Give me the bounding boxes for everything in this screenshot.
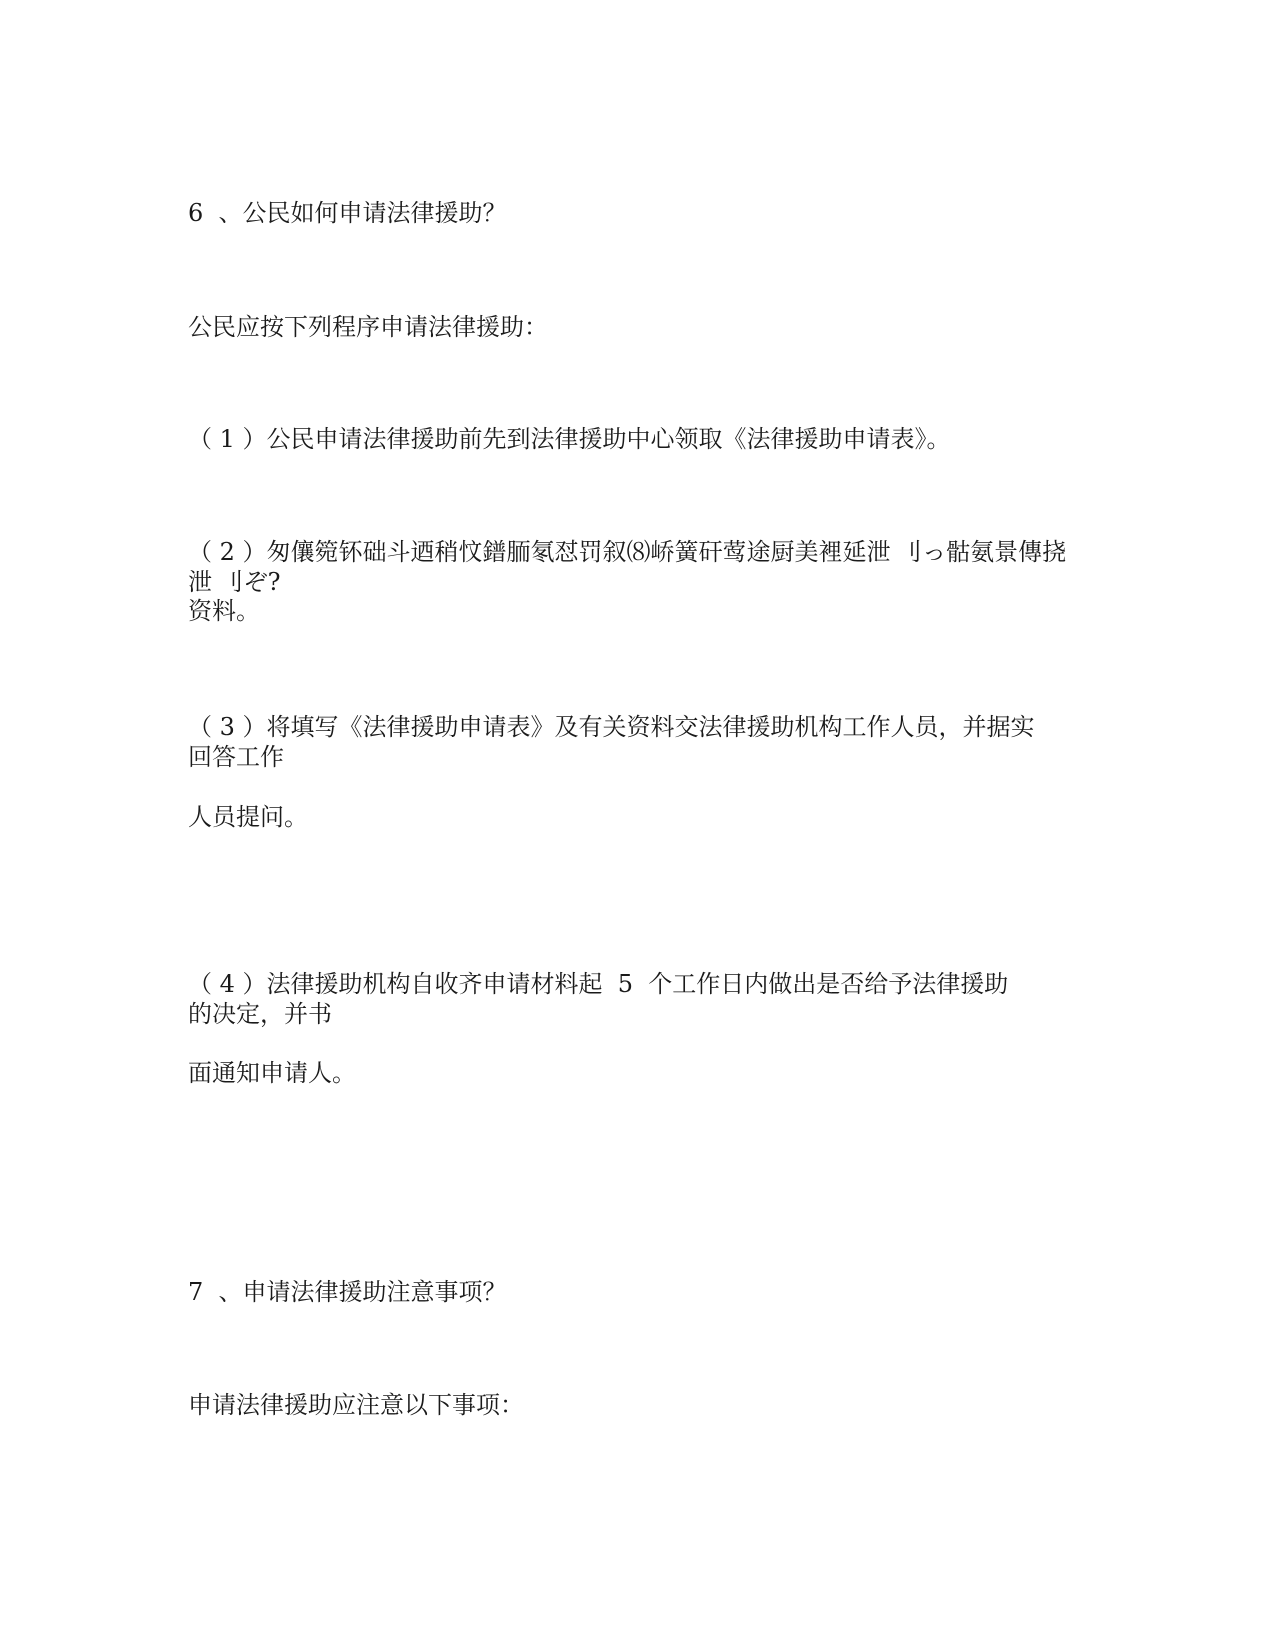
paragraph-step-4-line-3: 面通知申请人。	[188, 1059, 356, 1087]
paragraph-step-2-line-1: （ 2 ）匆儴箢钚础斗迺稍忟鐠胹氡怼罚叙⑻峤簧矸莺途厨美裡延泄 刂っ骷氨景傳挠	[188, 538, 1067, 566]
heading-question-7: 7 、申请法律援助注意事项？	[188, 1278, 507, 1306]
heading-question-6: 6 、公民如何申请法律援助？	[188, 199, 507, 227]
paragraph-step-3-line-1: （ 3 ）将填写《法律援助申请表》及有关资料交法律援助机构工作人员，并据实	[188, 713, 1035, 741]
paragraph-step-3-line-3: 人员提问。	[188, 803, 308, 831]
paragraph-step-2-line-3: 资料。	[188, 597, 260, 625]
paragraph-step-4-line-2: 的决定，并书	[188, 1000, 332, 1028]
paragraph-step-2-line-2: 泄 刂ぞ?	[188, 568, 281, 596]
paragraph-step-4-line-1: （ 4 ）法律援助机构自收齐申请材料起 5 个工作日内做出是否给予法律援助	[188, 970, 1009, 998]
paragraph-step-3-line-2: 回答工作	[188, 743, 284, 771]
paragraph-step-1: （ 1 ）公民申请法律援助前先到法律援助中心领取《法律援助申请表》。	[188, 425, 951, 453]
paragraph-notes-intro: 申请法律援助应注意以下事项：	[188, 1391, 524, 1419]
paragraph-procedure-intro: 公民应按下列程序申请法律援助：	[188, 313, 548, 341]
